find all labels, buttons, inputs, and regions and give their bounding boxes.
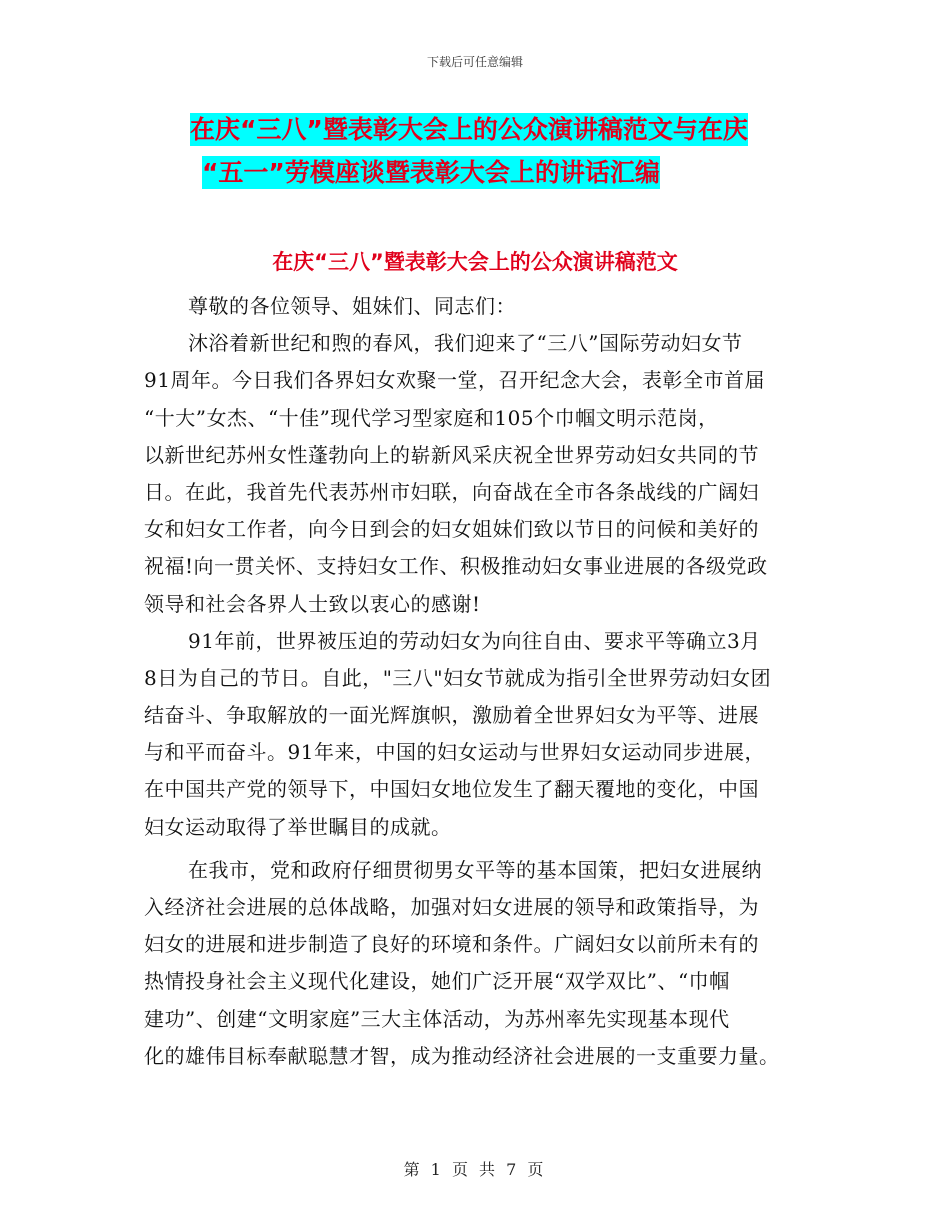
paragraph-line: 妇女运动取得了举世瞩目的成就。 (144, 814, 452, 839)
paragraph-line: 化的雄伟目标奉献聪慧才智，成为推动经济社会进展的一支重要力量。 (144, 1043, 780, 1068)
paragraph-line: 妇女的进展和进步制造了良好的环境和条件。广阔妇女以前所未有的 (144, 932, 759, 957)
document-body (144, 288, 824, 1075)
paragraph-line: 以新世纪苏州女性蓬勃向上的崭新风采庆祝全世界劳动妇女共同的节 (144, 442, 759, 467)
paragraph-line: 尊敬的各位领导、姐妹们、同志们： (188, 294, 516, 318)
paragraph-line: 热情投身社会主义现代化建设，她们广泛开展“双学双比”、“巾帼 (144, 969, 730, 994)
paragraph-line: 祝福!向一贯关怀、支持妇女工作、积极推动妇女事业进展的各级党政 (144, 554, 768, 579)
paragraph-line: “十大”女杰、“十佳”现代学习型家庭和105个巾帼文明示范岗， (144, 405, 719, 430)
main-title-line-2: “五一”劳模座谈暨表彰大会上的讲话汇编 (202, 158, 660, 187)
paragraph-line: 在我市，党和政府仔细贯彻男女平等的基本国策，把妇女进展纳 (188, 857, 762, 882)
paragraph-line: 结奋斗、争取解放的一面光辉旗帜，激励着全世界妇女为平等、进展 (144, 703, 759, 728)
paragraph-line: 沐浴着新世纪和煦的春风，我们迎来了“三八”国际劳动妇女节 (188, 331, 743, 356)
paragraph-line: 日。在此，我首先代表苏州市妇联，向奋战在全市各条战线的广阔妇 (144, 479, 759, 504)
section-title: 在庆“三八”暨表彰大会上的公众演讲稿范文 (272, 250, 678, 274)
paragraph-line: 8日为自己的节日。自此，"三八"妇女节就成为指引全世界劳动妇女团 (144, 665, 772, 690)
paragraph-line: 91年前，世界被压迫的劳动妇女为向往自由、要求平等确立3月 (188, 628, 761, 653)
page-footer: 第 1 页 共 7 页 (403, 1160, 547, 1179)
paragraph-line: 在中国共产党的领导下，中国妇女地位发生了翻天覆地的变化，中国 (144, 777, 759, 802)
paragraph-line: 建功”、创建“文明家庭”三大主体活动，为苏州率先实现基本现代 (144, 1006, 730, 1031)
paragraph-line: 91周年。今日我们各界妇女欢聚一堂，召开纪念大会，表彰全市首届 (144, 368, 765, 393)
paragraph-line: 入经济社会进展的总体战略，加强对妇女进展的领导和政策指导，为 (144, 895, 759, 919)
main-title-line-1: 在庆“三八”暨表彰大会上的公众演讲稿范文与在庆 (190, 115, 748, 144)
paragraph-line: 女和妇女工作者，向今日到会的妇女姐妹们致以节日的问候和美好的 (144, 517, 759, 542)
paragraph-line: 与和平而奋斗。91年来，中国的妇女运动与世界妇女运动同步进展， (144, 740, 765, 765)
paragraph-line: 领导和社会各界人士致以衷心的感谢! (144, 591, 481, 616)
page-header-note: 下载后可任意编辑 (426, 55, 523, 69)
document-main-title (150, 108, 850, 194)
